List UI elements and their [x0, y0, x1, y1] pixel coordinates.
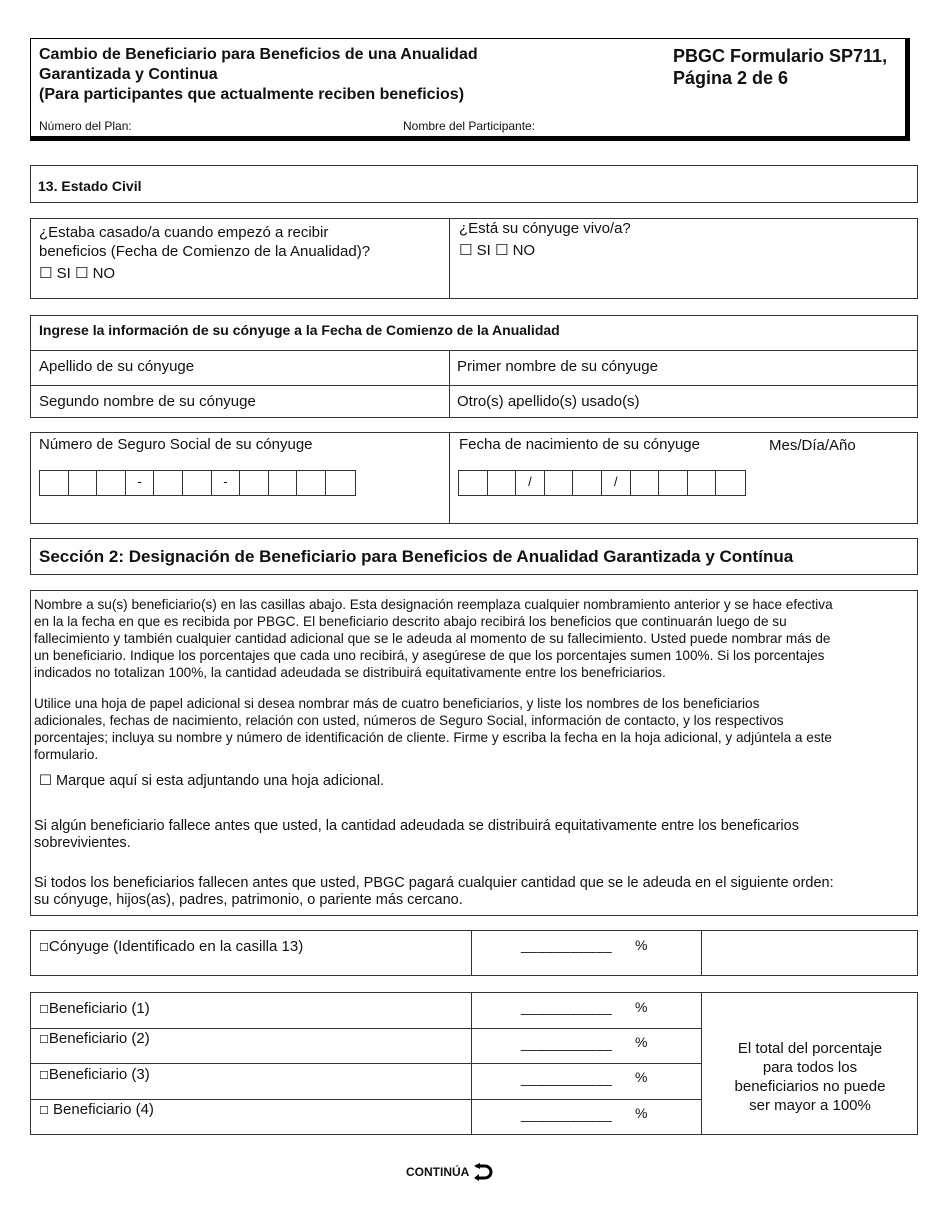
page-number: Página 2 de 6: [673, 68, 789, 88]
spouse-alive-question: [459, 219, 631, 260]
married-yes-no-checkboxes[interactable]: ☐ SI ☐ NO: [39, 265, 116, 282]
continue-label: CONTINÚA: [406, 1165, 470, 1179]
form-number: [673, 45, 887, 89]
spouse-allocation-label[interactable]: [39, 937, 303, 958]
spouse-allocation-text: Cónyuge (Identificado en la casilla 13): [48, 938, 304, 955]
dob-format-hint: Mes/Día/Año: [769, 437, 856, 454]
married-question-line: beneficios (Fecha de Comienzo de la Anualidad)?: [39, 243, 371, 260]
para-line: indicados no totalizan 100%, la cantidad adeudada se distribuirá equitativamente entre los benefriciarios.: [34, 665, 666, 680]
beneficiary-row-3[interactable]: [39, 1065, 150, 1086]
note-line: beneficiarios no puede: [734, 1078, 886, 1095]
para-line: Si todos los beneficiarios fallecen antes que usted, PBGC pagará cualquier cantidad que se le adeuda en el siguiente orden:: [34, 875, 834, 891]
checkbox-icon: ☐: [39, 1070, 49, 1082]
spouse-ssn-label: Número de Seguro Social de su cónyuge: [39, 436, 313, 453]
checkbox-icon: ☐: [39, 942, 49, 954]
married-question-line: ¿Estaba casado/a cuando empezó a recibir: [39, 224, 329, 241]
beneficiary-row-1[interactable]: [39, 999, 150, 1020]
section-2-header: [30, 538, 918, 575]
checkbox-icon: ☐: [39, 1105, 49, 1117]
checkbox-icon: ☐: [39, 1034, 49, 1046]
beneficiary-label: Beneficiario (4): [53, 1101, 154, 1118]
para-line: su cónyuge, hijos(as), padres, patrimonio, o pariente más cercano.: [34, 892, 463, 908]
beneficiary-allocation-table: [30, 992, 918, 1135]
beneficiary-percent-input[interactable]: ___________: [521, 1070, 613, 1086]
note-line: El total del porcentaje: [737, 1040, 883, 1057]
instruction-paragraph-4: [34, 875, 914, 909]
beneficiary-percent-input[interactable]: ___________: [521, 1035, 613, 1051]
para-line: porcentajes; incluya su nombre y número de identificación de cliente. Firme y escriba la fecha en la hoja adicional, y adjúntela a este: [34, 730, 832, 745]
plan-number-label: Número del Plan:: [39, 119, 132, 133]
percent-sign: %: [635, 1034, 648, 1050]
section-13-title: 13. Estado Civil: [38, 178, 142, 194]
instruction-paragraph-1: [34, 596, 914, 681]
form-header: [30, 38, 910, 141]
married-question: [39, 223, 370, 283]
spouse-dob-input[interactable]: [458, 470, 746, 496]
instruction-paragraph-3: [34, 818, 914, 852]
spouse-info-box: [30, 315, 918, 418]
spouse-percent-input[interactable]: ___________: [521, 937, 613, 953]
para-line: formulario.: [34, 747, 99, 762]
instruction-paragraph-2: [34, 695, 914, 763]
attach-sheet-checkbox[interactable]: ☐ Marque aquí si esta adjuntando una hoja adicional.: [39, 773, 385, 789]
spouse-allocation-row: [30, 930, 918, 976]
spouse-alive-question-text: ¿Está su cónyuge vivo/a?: [459, 220, 631, 237]
section-13-header: [30, 165, 918, 203]
spouse-info-title: Ingrese la información de su cónyuge a la Fecha de Comienzo de la Anualidad: [39, 322, 560, 338]
marital-status-box: [30, 218, 918, 299]
spouse-ssn-dob-box: [30, 432, 918, 524]
dob-slash: /: [602, 471, 631, 495]
para-line: Si algún beneficiario fallece antes que usted, la cantidad adeudada se distribuirá equitativamente entre los beneficarios: [34, 818, 799, 834]
beneficiary-row-4[interactable]: [39, 1100, 154, 1121]
spouse-last-name-field[interactable]: Apellido de su cónyuge: [39, 358, 195, 375]
para-line: adicionales, fechas de nacimiento, relación con usted, números de Seguro Social, información de contacto, y los respectivos: [34, 713, 784, 728]
note-line: ser mayor a 100%: [749, 1097, 871, 1114]
spouse-middle-name-field[interactable]: Segundo nombre de su cónyuge: [39, 393, 256, 410]
form-number-line: PBGC Formulario SP711,: [673, 46, 888, 66]
continue-indicator: [406, 1163, 493, 1181]
spouse-ssn-input[interactable]: [39, 470, 356, 496]
para-line: sobrevivientes.: [34, 835, 131, 851]
beneficiary-label: Beneficiario (2): [48, 1030, 150, 1047]
spouse-alive-yes-no-checkboxes[interactable]: ☐ SI ☐ NO: [459, 242, 536, 259]
checkbox-icon: ☐: [39, 1004, 49, 1016]
para-line: Utilice una hoja de papel adicional si desea nombrar más de cuatro beneficiarios, y liste los nombres de los beneficiarios: [34, 696, 760, 711]
title-line: Cambio de Beneficiario para Beneficios de una Anualidad: [39, 46, 478, 63]
title-line: Garantizada y Continua: [39, 66, 218, 83]
form-title: [39, 45, 559, 105]
section-2-title: Sección 2: Designación de Beneficiario para Beneficios de Anualidad Garantizada y Contínua: [39, 547, 794, 566]
beneficiary-percent-input[interactable]: ___________: [521, 1106, 613, 1122]
beneficiary-row-2[interactable]: [39, 1029, 150, 1050]
percent-sign: %: [635, 999, 648, 1015]
beneficiary-label: Beneficiario (3): [48, 1066, 150, 1083]
percent-sign: %: [635, 937, 648, 953]
spouse-dob-label: Fecha de nacimiento de su cónyuge: [459, 436, 700, 453]
ssn-dash: -: [126, 471, 155, 495]
title-line: (Para participantes que actualmente reciben beneficios): [39, 86, 465, 103]
dob-slash: /: [516, 471, 545, 495]
para-line: un beneficiario. Indique los porcentajes que cada uno recibirá, y asegúrese de que los porcentajes sumen 100%. Si los porcentajes: [34, 648, 825, 663]
percent-sign: %: [635, 1069, 648, 1085]
section-2-instructions: [30, 590, 918, 916]
para-line: fallecimiento y también cualquier cantidad adicional que se le adeuda al momento de su fallecimiento. Usted puede nombrar más de: [34, 631, 831, 646]
ssn-dash: -: [212, 471, 241, 495]
total-percent-note: [702, 1039, 918, 1115]
beneficiary-label: Beneficiario (1): [48, 1000, 150, 1017]
percent-sign: %: [635, 1105, 648, 1121]
note-line: para todos los: [762, 1059, 858, 1076]
participant-name-label: Nombre del Participante:: [403, 119, 536, 133]
beneficiary-percent-input[interactable]: ___________: [521, 999, 613, 1015]
para-line: Nombre a su(s) beneficiario(s) en las casillas abajo. Esta designación reemplaza cualquier nombramiento anterior y se hace efectiva: [34, 597, 833, 612]
spouse-other-last-names-field[interactable]: Otro(s) apellido(s) usado(s): [457, 393, 640, 410]
continue-arrow-icon: [473, 1163, 493, 1181]
para-line: en la la fecha en que es recibida por PBGC. El beneficiario descrito abajo recibirá los beneficios que continuarán luego de su: [34, 614, 787, 629]
spouse-first-name-field[interactable]: Primer nombre de su cónyuge: [457, 358, 658, 375]
